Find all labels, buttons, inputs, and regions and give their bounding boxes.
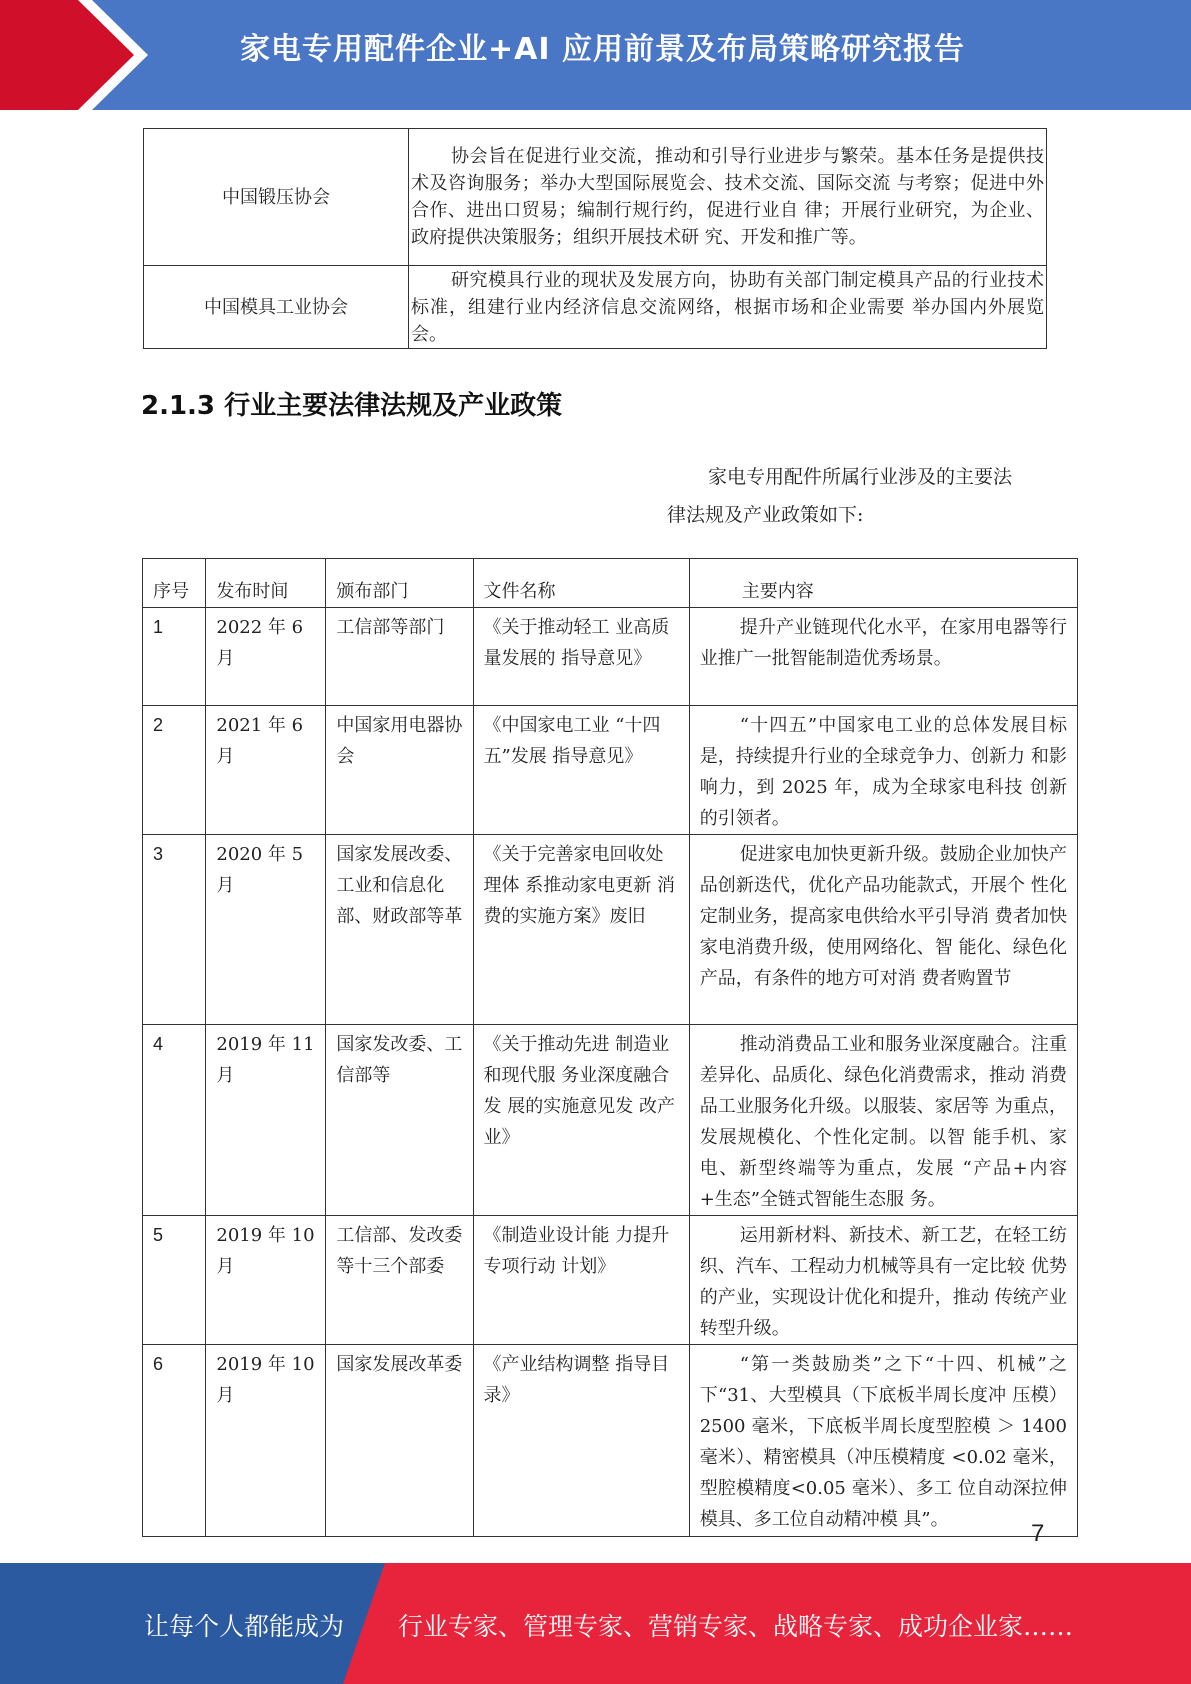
row-index: 3: [143, 835, 206, 1025]
table-row: [144, 129, 1047, 266]
row-content: 推动消费品工业和服务业深度融合。注重 差异化、品质化、绿色化消费需求，推动 消费品工业服务化升级。以服装、家居等 为重点，发展规模化、个性化定制。以智 能手机、家电、新型终端等为重点，发展 “产品+内容+生态”全链式智能生态服 务。: [689, 1025, 1077, 1216]
footer-slogan-left: 让每个人都能成为: [144, 1612, 345, 1641]
row-date: 2019 年 10 月: [206, 1345, 326, 1537]
row-date: 2022 年 6 月: [206, 608, 326, 706]
association-name: 中国锻压协会: [144, 129, 409, 266]
table-row: [144, 266, 1047, 349]
row-document: 《中国家电工业 “十四五”发展 指导意见》: [473, 706, 689, 835]
association-description: 研究模具行业的现状及发展方向，协助有关部门制定模具产品的行业技术标准，组建行业内经济信息交流网络，根据市场和企业需要 举办国内外展览会。: [409, 266, 1047, 349]
row-document: 《产业结构调整 指导目录》: [473, 1345, 689, 1537]
row-department: 国家发展改委、工业和信息化部、财政部等革: [326, 835, 473, 1025]
row-content: “第一类鼓励类”之下“十四、机械”之下“31、大型模具（下底板半周长度冲 压模）2500 毫米，下底板半周长度型腔模 ＞ 1400 毫米）、精密模具（冲压模精度 <0.02 毫米，型腔模精度<0.05 毫米）、多工 位自动深拉伸模具、多工位自动精冲模 具”。: [689, 1345, 1077, 1537]
intro-text-line1: 家电专用配件所属行业涉及的主要法: [708, 466, 1013, 488]
row-date: 2020 年 5 月: [206, 835, 326, 1025]
table-row: [143, 1216, 1078, 1345]
intro-text-line2: 律法规及产业政策如下:: [667, 504, 864, 526]
report-title: 家电专用配件企业+AI 应用前景及布局策略研究报告: [240, 32, 965, 67]
association-table: [143, 128, 1047, 349]
row-document: 《制造业设计能 力提升专项行动 计划》: [473, 1216, 689, 1345]
column-header-department: 颁布部门: [326, 559, 473, 608]
association-description: 协会旨在促进行业交流，推动和引导行业进步与繁荣。基本任务是提供技术及咨询服务；举办大型国际展览会、技术交流、国际交流 与考察；促进中外合作、进出口贸易；编制行规行约，促进行业自 律；开展行业研究，为企业、政府提供决策服务；组织开展技术研 究、开发和推广等。: [409, 129, 1047, 266]
row-content: 促进家电加快更新升级。鼓励企业加快产品创新迭代，优化产品功能款式，开展个 性化定制业务，提高家电供给水平引导消 费者加快家电消费升级，使用网络化、智 能化、绿色化产品，有条件的地方可对消 费者购置节: [689, 835, 1077, 1025]
policy-table: [142, 558, 1078, 1537]
row-department: 工信部、发改委等十三个部委: [326, 1216, 473, 1345]
column-header-content: 主要内容: [689, 559, 1077, 608]
column-header-document: 文件名称: [473, 559, 689, 608]
table-row: [143, 1345, 1078, 1537]
association-name: 中国模具工业协会: [144, 266, 409, 349]
column-header-date: 发布时间: [206, 559, 326, 608]
row-document: 《关于完善家电回收处理体 系推动家电更新 消费的实施方案》废旧: [473, 835, 689, 1025]
section-heading: 2.1.3 行业主要法律法规及产业政策: [141, 391, 563, 421]
table-header-row: [143, 559, 1078, 608]
header-chevron-decoration: [0, 0, 160, 110]
page-number: 7: [1031, 1520, 1045, 1547]
table-row: [143, 608, 1078, 706]
row-date: 2021 年 6 月: [206, 706, 326, 835]
row-date: 2019 年 11 月: [206, 1025, 326, 1216]
page-header: [0, 0, 1191, 110]
row-department: 国家发展改革委: [326, 1345, 473, 1537]
page-footer: [0, 1563, 1191, 1684]
row-date: 2019 年 10 月: [206, 1216, 326, 1345]
row-index: 6: [143, 1345, 206, 1537]
table-row: [143, 706, 1078, 835]
row-content: 提升产业链现代化水平，在家用电器等行 业推广一批智能制造优秀场景。: [689, 608, 1077, 706]
row-department: 国家发改委、工信部等: [326, 1025, 473, 1216]
table-row: [143, 835, 1078, 1025]
row-index: 2: [143, 706, 206, 835]
row-index: 1: [143, 608, 206, 706]
table-row: [143, 1025, 1078, 1216]
row-content: “十四五”中国家电工业的总体发展目标 是，持续提升行业的全球竞争力、创新力 和影响力，到 2025 年，成为全球家电科技 创新的引领者。: [689, 706, 1077, 835]
row-department: 工信部等部门: [326, 608, 473, 706]
row-index: 5: [143, 1216, 206, 1345]
row-content: 运用新材料、新技术、新工艺，在轻工纺 织、汽车、工程动力机械等具有一定比较 优势的产业，实现设计优化和提升，推动 传统产业转型升级。: [689, 1216, 1077, 1345]
row-index: 4: [143, 1025, 206, 1216]
column-header-index: 序号: [143, 559, 206, 608]
row-document: 《关于推动轻工 业高质量发展的 指导意见》: [473, 608, 689, 706]
footer-slogan-right: 行业专家、管理专家、营销专家、战略专家、成功企业家……: [398, 1612, 1074, 1641]
row-document: 《关于推动先进 制造业和现代服 务业深度融合发 展的实施意见发 改产业》: [473, 1025, 689, 1216]
row-department: 中国家用电器协会: [326, 706, 473, 835]
